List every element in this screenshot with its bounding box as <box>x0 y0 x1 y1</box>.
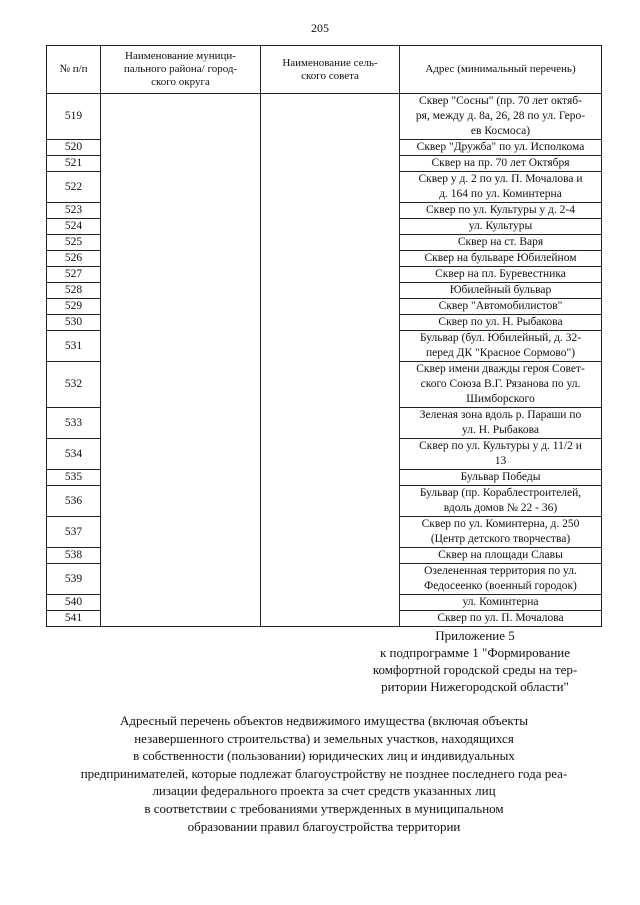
address-cell: Бульвар (пр. Кораблестроителей, вдоль домов № 22 - 36) <box>400 486 602 517</box>
table-body <box>47 94 602 627</box>
appendix-subtitle: к подпрограмме 1 "Формирование комфортной городской среды на тер- ритории Нижегородской области" <box>372 645 578 694</box>
address-table <box>46 45 602 627</box>
address-cell: Сквер по ул. Н. Рыбакова <box>400 315 602 331</box>
address-cell: Сквер по ул. Культуры у д. 11/2 и 13 <box>400 439 602 470</box>
row-number: 529 <box>47 299 101 315</box>
description-line: лизации федерального проекта за счет средств указанных лиц <box>152 783 496 799</box>
row-number: 526 <box>47 251 101 267</box>
row-number: 541 <box>47 611 101 627</box>
appendix-title: Приложение 5 <box>435 628 515 643</box>
description-line: в соответствии с требованиями утвержденных в муниципальном <box>144 800 504 816</box>
description-line: Адресный перечень объектов недвижимого имущества (включая объекты <box>120 713 528 728</box>
address-cell: Сквер на ст. Варя <box>400 235 602 251</box>
description-line: предпринимателей, которые подлежат благоустройству не позднее последнего года реа- <box>80 765 568 781</box>
address-cell: Сквер у д. 2 по ул. П. Мочалова и д. 164 по ул. Коминтерна <box>400 172 602 203</box>
address-cell: Сквер на площади Славы <box>400 548 602 564</box>
address-cell: ул. Культуры <box>400 219 602 235</box>
address-cell: Бульвар (бул. Юбилейный, д. 32- перед ДК "Красное Сормово") <box>400 331 602 362</box>
address-cell: Сквер "Автомобилистов" <box>400 299 602 315</box>
row-number: 525 <box>47 235 101 251</box>
row-number: 535 <box>47 470 101 486</box>
address-cell: Сквер "Сосны" (пр. 70 лет октяб- ря, между д. 8а, 26, 28 по ул. Геро- ев Космоса) <box>400 94 602 140</box>
address-cell: ул. Коминтерна <box>400 595 602 611</box>
address-cell: Озелененная территория по ул. Федосеенко (военный городок) <box>400 564 602 595</box>
row-number: 540 <box>47 595 101 611</box>
row-number: 530 <box>47 315 101 331</box>
row-number: 534 <box>47 439 101 470</box>
row-number: 522 <box>47 172 101 203</box>
row-number: 523 <box>47 203 101 219</box>
description-paragraph <box>34 712 614 835</box>
row-number: 521 <box>47 156 101 172</box>
rural-council-cell <box>261 94 400 627</box>
row-number: 528 <box>47 283 101 299</box>
address-cell: Сквер на пр. 70 лет Октября <box>400 156 602 172</box>
address-cell: Сквер по ул. П. Мочалова <box>400 611 602 627</box>
header-rural-council: Наименование сель- ского совета <box>261 46 400 94</box>
header-address: Адрес (минимальный перечень) <box>400 46 602 94</box>
district-cell <box>101 94 261 627</box>
row-number: 527 <box>47 267 101 283</box>
row-number: 536 <box>47 486 101 517</box>
table-row <box>47 94 602 140</box>
address-cell: Сквер "Дружба" по ул. Исполкома <box>400 140 602 156</box>
row-number: 538 <box>47 548 101 564</box>
address-cell: Сквер по ул. Коминтерна, д. 250 (Центр детского творчества) <box>400 517 602 548</box>
page-number: 205 <box>311 21 329 35</box>
table-header-row <box>47 46 602 94</box>
address-cell: Бульвар Победы <box>400 470 602 486</box>
description-line: образовании правил благоустройства территории <box>187 818 461 834</box>
description-line: незавершенного строительства) и земельных участков, находящихся <box>134 730 514 746</box>
row-number: 537 <box>47 517 101 548</box>
address-cell: Зеленая зона вдоль р. Параши по ул. Н. Рыбакова <box>400 408 602 439</box>
row-number: 524 <box>47 219 101 235</box>
header-number: № п/п <box>47 46 101 94</box>
row-number: 532 <box>47 362 101 408</box>
description-line: в собственности (пользовании) юридических лиц и индивидуальных <box>133 748 515 764</box>
appendix-block <box>355 627 595 695</box>
row-number: 519 <box>47 94 101 140</box>
row-number: 520 <box>47 140 101 156</box>
row-number: 533 <box>47 408 101 439</box>
header-district: Наименование муници- пального района/ город- ского округа <box>101 46 261 94</box>
address-cell: Сквер имени дважды героя Совет- ского Союза В.Г. Рязанова по ул. Шимборского <box>400 362 602 408</box>
address-cell: Сквер по ул. Культуры у д. 2-4 <box>400 203 602 219</box>
address-cell: Сквер на бульваре Юбилейном <box>400 251 602 267</box>
address-cell: Сквер на пл. Буревестника <box>400 267 602 283</box>
row-number: 531 <box>47 331 101 362</box>
row-number: 539 <box>47 564 101 595</box>
address-cell: Юбилейный бульвар <box>400 283 602 299</box>
